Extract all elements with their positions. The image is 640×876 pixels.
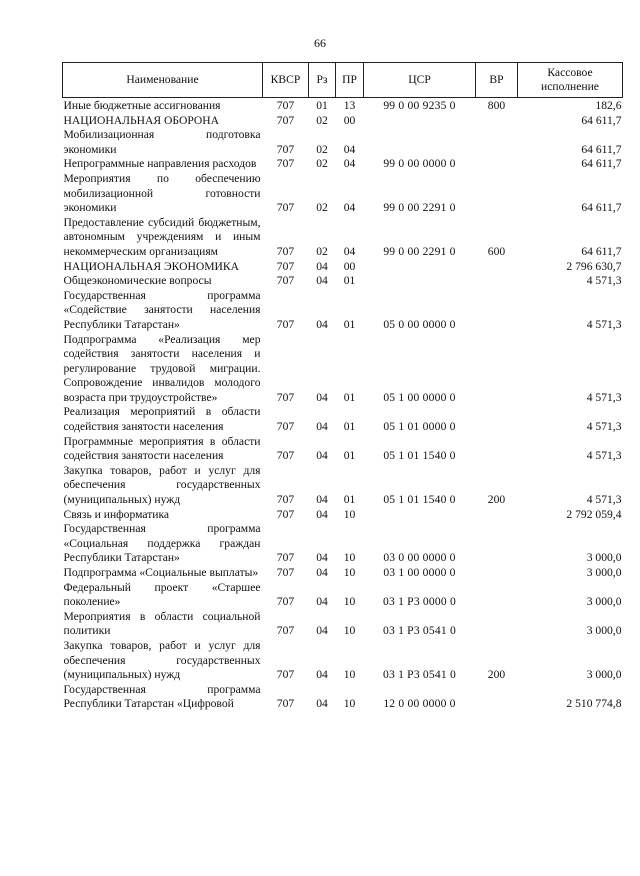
cell-csr: 99 0 00 2291 0 [383,201,456,215]
cell-csr [364,128,476,157]
cell-kvsr: 707 [276,142,295,156]
table-row [63,114,623,129]
cell-csr: 03 1 00 0000 0 [383,566,456,579]
cell-amount: 64 611,7 [581,157,622,171]
cell-pr: 00 [343,113,356,127]
cell-rz: 04 [316,493,328,507]
cell-vr [476,114,518,129]
cell-vr [476,405,518,434]
cell-vr [476,289,518,333]
cell-name: Общеэкономические вопросы [63,274,212,288]
header-row [63,63,623,98]
cell-vr [476,522,518,566]
header-amount: Кассовое исполнение [518,63,623,98]
cell-csr: 03 1 P3 0541 0 [382,668,456,682]
cell-amount: 4 571,3 [586,420,622,434]
table-row [63,128,623,157]
cell-csr: 05 1 00 0000 0 [383,390,456,404]
cell-rz: 02 [316,142,328,156]
table-row [63,639,623,683]
cell-kvsr: 707 [276,113,295,127]
cell-vr [476,274,518,289]
cell-kvsr: 707 [276,390,295,404]
cell-kvsr: 707 [276,566,295,579]
cell-vr [476,260,518,275]
cell-csr: 99 0 00 9235 0 [383,99,456,112]
page-number: 66 [314,36,326,50]
cell-pr: 10 [343,566,356,579]
table-row [63,683,623,712]
cell-pr: 01 [343,493,356,507]
cell-amount: 2 792 059,4 [566,507,622,521]
cell-name: Мероприятия в области социальной политики [63,609,261,638]
table-row [63,435,623,464]
cell-rz: 04 [316,259,328,273]
cell-rz: 04 [316,595,328,609]
cell-pr: 04 [343,157,356,171]
cell-name: НАЦИОНАЛЬНАЯ ЭКОНОМИКА [63,259,240,273]
cell-pr: 01 [343,420,356,434]
cell-name: НАЦИОНАЛЬНАЯ ОБОРОНА [63,113,220,127]
cell-amount: 64 611,7 [581,142,622,156]
cell-kvsr: 707 [276,317,295,331]
cell-pr: 10 [343,624,356,638]
table-header [63,63,623,98]
cell-name: Связь и информатика [63,507,170,521]
cell-vr [476,435,518,464]
cell-pr: 04 [343,201,356,215]
cell-kvsr: 707 [276,259,295,273]
cell-amount: 64 611,7 [581,113,622,127]
cell-vr [476,172,518,216]
cell-csr: 99 0 00 2291 0 [383,244,456,258]
cell-vr [476,566,518,581]
cell-vr [476,683,518,712]
cell-csr: 03 1 P3 0541 0 [382,624,456,638]
cell-pr: 10 [343,595,356,609]
cell-csr: 05 1 01 1540 0 [383,493,456,507]
cell-rz: 02 [316,201,328,215]
cell-kvsr: 707 [276,624,295,638]
cell-amount: 3 000,0 [586,551,622,565]
cell-csr: 03 0 00 0000 0 [383,551,456,565]
cell-rz: 02 [316,244,328,258]
cell-csr: 05 0 00 0000 0 [383,317,456,331]
cell-amount: 2 510 774,8 [566,697,622,711]
cell-pr: 01 [343,390,356,404]
cell-csr: 12 0 00 0000 0 [383,697,456,711]
cell-vr [476,157,518,172]
cell-name: Программные мероприятия в области содействия занятости населения [63,434,261,463]
cell-amount: 3 000,0 [586,668,622,682]
cell-name: Иные бюджетные ассигнования [63,99,221,112]
table-row [63,98,623,114]
cell-name: Реализация мероприятий в области содействия занятости населения [63,405,261,434]
cell-kvsr: 707 [276,449,295,463]
header-pr: ПР [336,63,364,98]
cell-kvsr: 707 [276,668,295,682]
cell-rz: 04 [316,507,328,521]
cell-kvsr: 707 [276,244,295,258]
cell-rz: 04 [316,566,328,579]
cell-rz: 04 [316,668,328,682]
cell-amount: 4 571,3 [586,390,622,404]
cell-vr: 200 [487,668,506,682]
cell-name: Государственная программа «Содействие занятости населения Республики Татарстан» [63,288,261,331]
cell-kvsr: 707 [276,99,295,112]
table-row [63,522,623,566]
cell-pr: 13 [343,99,356,112]
cell-pr: 01 [343,274,356,288]
header-vr: ВР [476,63,518,98]
cell-kvsr: 707 [276,551,295,565]
cell-csr [364,508,476,523]
cell-vr [476,508,518,523]
cell-kvsr: 707 [276,157,295,171]
cell-rz: 04 [316,697,328,711]
cell-kvsr: 707 [276,420,295,434]
table-row [63,216,623,260]
table-row [63,464,623,508]
cell-name: Государственная программа Республики Татарстан «Цифровой [63,682,261,711]
cell-csr [364,274,476,289]
cell-vr: 800 [487,99,506,112]
cell-name: Непрограммные направления расходов [63,157,257,171]
cell-pr: 00 [343,259,356,273]
table-row [63,581,623,610]
cell-rz: 04 [316,449,328,463]
cell-kvsr: 707 [276,493,295,507]
cell-csr [364,114,476,129]
cell-name: Мобилизационная подготовка экономики [63,128,261,156]
cell-amount: 4 571,3 [586,449,622,463]
table-row [63,260,623,275]
table-row [63,405,623,434]
table-row [63,610,623,639]
cell-rz: 02 [316,113,328,127]
budget-table [62,62,623,712]
cell-vr [476,581,518,610]
cell-vr: 600 [487,244,506,258]
cell-pr: 04 [343,142,356,156]
cell-amount: 4 571,3 [586,317,622,331]
table-row [63,157,623,172]
cell-amount: 4 571,3 [586,493,622,507]
cell-amount: 2 796 630,7 [566,259,622,273]
cell-rz: 04 [316,420,328,434]
cell-name: Подпрограмма «Реализация мер содействия занятости населения и регулирование трудовой миграции. Сопровождение инвалидов молодого возраста при трудоустройстве» [63,332,261,404]
cell-csr: 05 1 01 0000 0 [383,420,456,434]
cell-rz: 04 [316,317,328,331]
cell-amount: 3 000,0 [586,624,622,638]
header-csr: ЦСР [364,63,476,98]
cell-kvsr: 707 [276,697,295,711]
header-rz: Рз [309,63,336,98]
cell-amount: 182,6 [595,99,622,112]
cell-amount: 64 611,7 [581,244,622,258]
cell-pr: 01 [343,449,356,463]
cell-csr: 03 1 P3 0000 0 [382,595,456,609]
cell-kvsr: 707 [276,507,295,521]
cell-vr: 200 [487,493,506,507]
cell-kvsr: 707 [276,595,295,609]
cell-pr: 10 [343,697,356,711]
cell-rz: 01 [316,99,328,112]
cell-csr [364,260,476,275]
table-body [63,98,623,712]
cell-csr: 99 0 00 0000 0 [383,157,456,171]
cell-name: Закупка товаров, работ и услуг для обеспечения государственных (муниципальных) нужд [63,463,261,507]
table-row [63,333,623,406]
cell-name: Закупка товаров, работ и услуг для обеспечения государственных (муниципальных) нужд [63,638,261,682]
cell-rz: 02 [316,157,328,171]
cell-rz: 04 [316,274,328,288]
table-row [63,289,623,333]
cell-amount: 64 611,7 [581,201,622,215]
cell-vr [476,610,518,639]
header-name: Наименование [63,63,263,98]
header-kvsr: КВСР [263,63,309,98]
table-row [63,172,623,216]
table-row [63,566,623,581]
cell-pr: 10 [343,507,356,521]
cell-rz: 04 [316,390,328,404]
cell-csr: 05 1 01 1540 0 [383,449,456,463]
cell-rz: 04 [316,624,328,638]
cell-name: Предоставление субсидий бюджетным, автономным учреждениям и иным некоммерческим организациям [63,215,261,258]
cell-amount: 4 571,3 [586,274,622,288]
cell-name: Федеральный проект «Старшее поколение» [63,580,261,609]
cell-amount: 3 000,0 [586,566,622,579]
cell-kvsr: 707 [276,274,295,288]
table-row [63,508,623,523]
cell-vr [476,333,518,406]
cell-rz: 04 [316,551,328,565]
cell-pr: 01 [343,317,356,331]
cell-pr: 10 [343,551,356,565]
cell-vr [476,128,518,157]
cell-kvsr: 707 [276,201,295,215]
cell-pr: 10 [343,668,356,682]
cell-name: Подпрограмма «Социальные выплаты» [63,566,259,579]
table-row [63,274,623,289]
cell-name: Мероприятия по обеспечению мобилизационной готовности экономики [63,171,261,215]
cell-pr: 04 [343,244,356,258]
cell-amount: 3 000,0 [586,595,622,609]
cell-name: Государственная программа «Социальная поддержка граждан Республики Татарстан» [63,522,261,565]
